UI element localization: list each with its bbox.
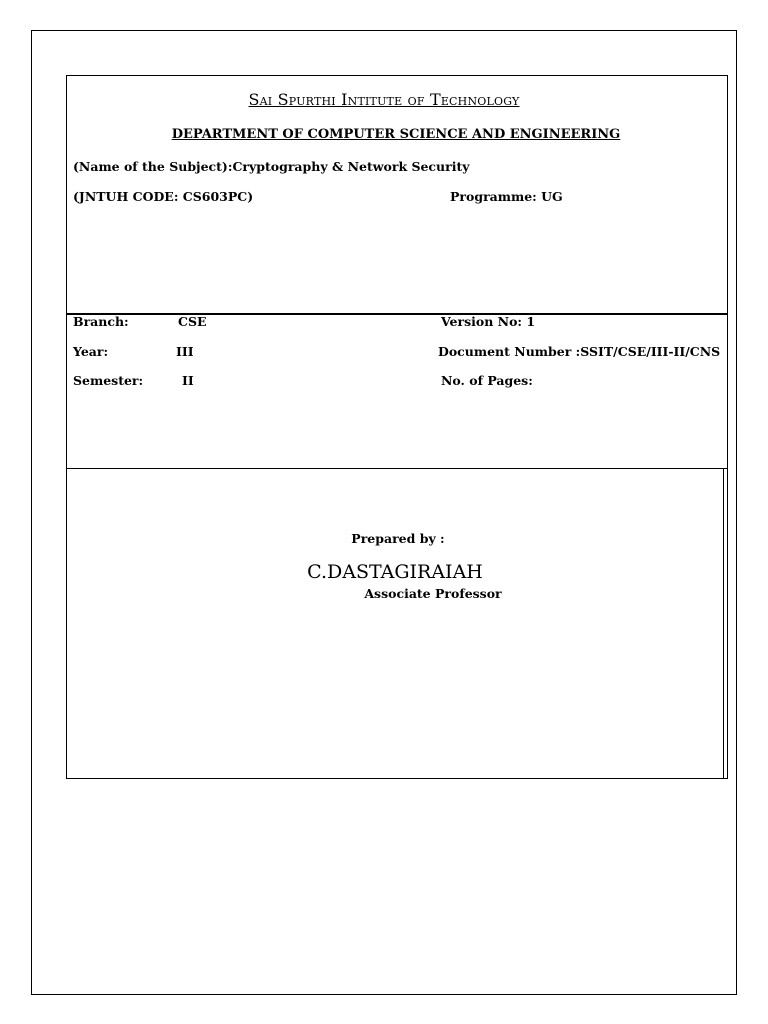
prepared-by-label: Prepared by : [351, 531, 445, 546]
author-designation: Associate Professor [364, 586, 502, 601]
author-name: C.DASTAGIRAIAH [307, 561, 483, 583]
version-number: Version No: 1 [441, 314, 536, 329]
details-box [66, 313, 728, 469]
author-box-inner-rule [723, 469, 724, 778]
semester-value: II [182, 373, 194, 388]
author-box [66, 468, 728, 779]
jntuh-code: (JNTUH CODE: CS603PC) [73, 189, 254, 204]
number-of-pages: No. of Pages: [441, 373, 533, 388]
document-number: Document Number :SSIT/CSE/III-II/CNS [438, 344, 721, 359]
institute-title: Sai Spurthi Intitute of Technology [248, 90, 520, 109]
branch-label: Branch: [73, 314, 129, 329]
subject-name: (Name of the Subject):Cryptography & Network Security [73, 159, 470, 174]
year-label: Year: [73, 344, 109, 359]
year-value: III [176, 344, 194, 359]
branch-value: CSE [178, 314, 207, 329]
semester-label: Semester: [73, 373, 144, 388]
programme: Programme: UG [450, 189, 563, 204]
department-title: DEPARTMENT OF COMPUTER SCIENCE AND ENGINEERING [171, 127, 621, 142]
